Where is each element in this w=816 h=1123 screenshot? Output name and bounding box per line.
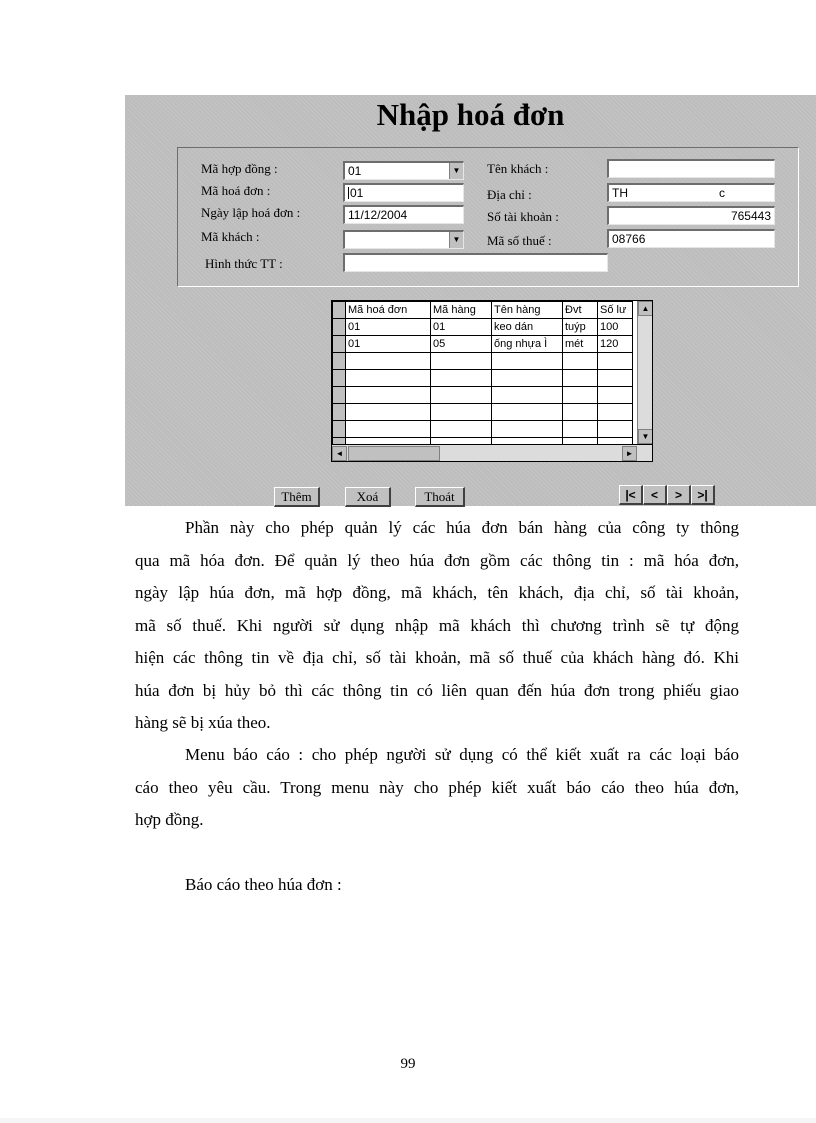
grid-cell[interactable]: 05 (431, 336, 492, 353)
page-number: 99 (400, 1056, 416, 1072)
grid-header-cell[interactable]: Mã hàng (431, 302, 492, 319)
grid-cell[interactable]: keo dán (492, 319, 563, 336)
grid-cell[interactable]: mét (563, 336, 598, 353)
text-line: qua mã hóa đơn. Để quản lý theo húa đơn gồm các thông tin : mã hóa đơn, (135, 550, 739, 570)
add-button[interactable]: Thêm (274, 487, 320, 507)
grid-header-cell[interactable]: Đvt (563, 302, 598, 319)
customer-label: Mã khách : (201, 229, 260, 244)
vertical-scrollbar[interactable] (637, 301, 652, 444)
text-line: mã số thuế. Khi người sử dụng nhập mã khách thì chương trình sẽ tự động (135, 615, 739, 635)
scroll-right-icon[interactable]: ► (622, 446, 637, 461)
grid-header-cell[interactable]: Số lư (598, 302, 633, 319)
table-row[interactable] (333, 404, 633, 421)
invoice-form-screenshot (125, 95, 816, 506)
text-cursor (348, 187, 349, 199)
scroll-up-icon[interactable]: ▲ (638, 301, 653, 316)
table-row[interactable] (333, 421, 633, 438)
text-line: húa đơn bị hủy bỏ thì các thông tin có liên quan đến húa đơn trong phiếu giao (135, 680, 739, 700)
form-title: Nhập hoá đơn (376, 97, 565, 132)
grid-cell[interactable]: 120 (598, 336, 633, 353)
chevron-down-icon[interactable]: ▼ (449, 163, 463, 179)
account-label: Số tài khoản : (487, 209, 559, 224)
text-line: hiện các thông tin về địa chỉ, số tài khoản, mã số thuế của khách hàng đó. Khi (135, 648, 739, 667)
grid-header-cell[interactable]: Mã hoá đơn (346, 302, 431, 319)
text-line: cáo theo yêu cầu. Trong menu này cho phép kiết xuất báo cáo theo húa đơn, (135, 777, 739, 797)
text-line: Menu báo cáo : cho phép người sử dụng có thể kiết xuất ra các loại báo (185, 745, 739, 764)
grid-header-row (333, 302, 633, 319)
grid-header-cell[interactable]: Tên hàng (492, 302, 563, 319)
table-row[interactable] (333, 336, 633, 353)
delete-button[interactable]: Xoá (345, 487, 391, 507)
contract-value: 01 (348, 164, 362, 178)
scroll-thumb[interactable] (348, 446, 440, 461)
grid-cell[interactable]: ống nhựa Ì (492, 336, 563, 353)
text-line: Phần này cho phép quản lý các húa đơn bán hàng của công ty thông (185, 518, 739, 537)
grid-cell[interactable]: 100 (598, 319, 633, 336)
contract-dropdown[interactable] (343, 161, 464, 180)
text-line: hợp đồng. (135, 810, 204, 829)
text-line: ngày lập húa đơn, mã hợp đồng, mã khách, tên khách, địa chỉ, số tài khoản, (135, 583, 739, 602)
tax-value: 08766 (612, 232, 646, 246)
address-value-part2: c (719, 186, 725, 200)
scroll-left-icon[interactable]: ◄ (332, 446, 347, 461)
customer-dropdown[interactable] (343, 230, 464, 249)
invoice-input[interactable] (343, 183, 464, 202)
customer-name-label: Tên khách : (487, 161, 549, 176)
table-row[interactable] (333, 370, 633, 387)
grid-cell[interactable]: 01 (431, 319, 492, 336)
account-input[interactable] (607, 206, 775, 225)
payment-label: Hình thức TT : (205, 256, 283, 271)
first-record-button[interactable]: |< (619, 485, 643, 505)
chevron-down-icon[interactable]: ▼ (449, 232, 463, 248)
row-selector[interactable] (333, 336, 346, 353)
text-line: Báo cáo theo húa đơn : (185, 875, 342, 894)
grid-cell[interactable]: tuýp (563, 319, 598, 336)
table-row[interactable] (333, 353, 633, 370)
grid-table (332, 301, 633, 455)
address-label: Địa chỉ : (487, 187, 532, 202)
row-selector[interactable] (333, 319, 346, 336)
date-value: 11/12/2004 (348, 208, 408, 222)
invoice-value: 01 (350, 186, 364, 200)
text-line: hàng sẽ bị xúa theo. (135, 713, 271, 732)
account-value: 765443 (730, 209, 771, 223)
tax-label: Mã số thuế : (487, 233, 552, 248)
date-input[interactable] (343, 205, 464, 224)
exit-button[interactable]: Thoát (415, 487, 465, 507)
tax-input[interactable] (607, 229, 775, 248)
customer-name-input[interactable] (607, 159, 775, 178)
prev-record-button[interactable]: < (643, 485, 667, 505)
paragraph-report-menu (135, 739, 739, 837)
invoice-label: Mã hoá đơn : (201, 183, 271, 198)
paragraph-invoice-report (135, 869, 739, 902)
date-label: Ngày lập hoá đơn : (201, 205, 301, 220)
table-row[interactable] (333, 319, 633, 336)
grid-cell[interactable]: 01 (346, 336, 431, 353)
horizontal-scrollbar[interactable] (332, 444, 652, 461)
table-row[interactable] (333, 387, 633, 404)
contract-label: Mã hợp đồng : (201, 161, 278, 176)
row-selector-header (333, 302, 346, 319)
address-value-part1: TH (612, 186, 628, 200)
next-record-button[interactable]: > (667, 485, 691, 505)
grid-cell[interactable]: 01 (346, 319, 431, 336)
payment-input[interactable] (343, 253, 608, 272)
page-edge (0, 1118, 816, 1123)
address-input[interactable] (607, 183, 775, 202)
scroll-down-icon[interactable]: ▼ (638, 429, 653, 444)
paragraph-invoice-management (135, 512, 739, 740)
invoice-detail-grid[interactable] (331, 300, 653, 462)
last-record-button[interactable]: >| (691, 485, 715, 505)
